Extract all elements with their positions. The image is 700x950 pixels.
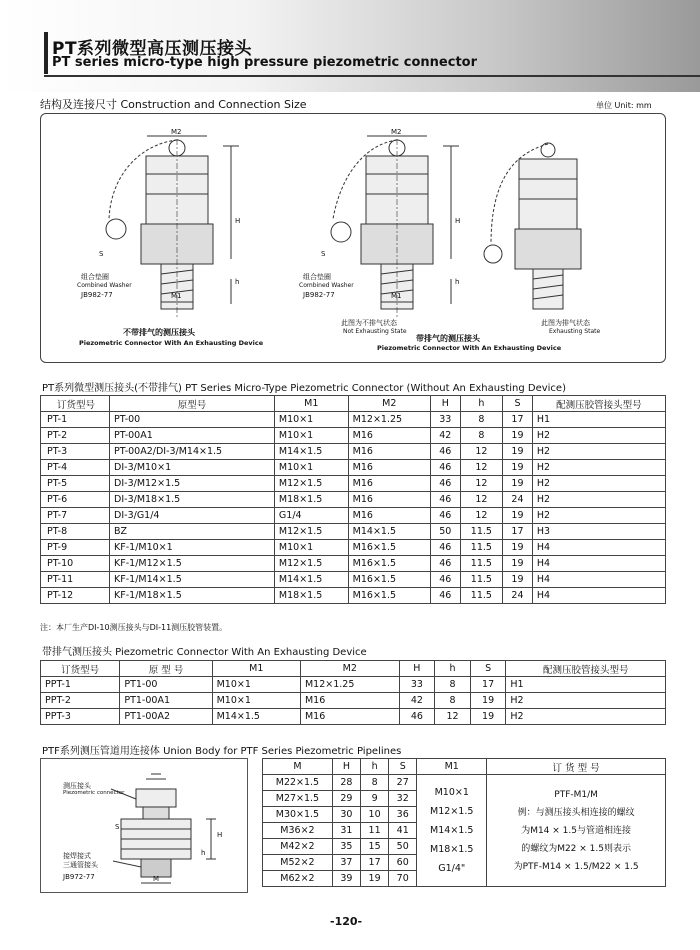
table-cell: 30 [332, 807, 360, 823]
t2-col-orig-model: 原 型 号 [120, 661, 212, 677]
table-cell: 8 [361, 775, 389, 791]
table-cell: PT-7 [41, 508, 110, 524]
table-cell: 46 [430, 460, 460, 476]
table-cell: 11.5 [460, 524, 502, 540]
t2-col-h: h [435, 661, 471, 677]
table-row [41, 444, 666, 460]
table-cell: 50 [430, 524, 460, 540]
table-cell: PT-1 [41, 412, 110, 428]
table-cell: 46 [430, 588, 460, 604]
table2-header-row [41, 661, 666, 677]
table-cell: 35 [332, 839, 360, 855]
table-cell: PT1-00A2 [120, 709, 212, 725]
exhaust-en: Exhausting State [549, 328, 601, 335]
table-cell: M16 [348, 492, 430, 508]
table-cell: 32 [389, 791, 417, 807]
table-cell: 10 [361, 807, 389, 823]
table-cell: 12 [460, 508, 502, 524]
s-label-2: S [321, 250, 326, 258]
table-cell: M10×1 [212, 677, 300, 693]
col-order-model: 订货型号 [41, 396, 110, 412]
table-cell: M16 [348, 508, 430, 524]
table-cell: 19 [503, 556, 533, 572]
m1-option: M10×1 [434, 787, 469, 798]
table-cell: 12 [435, 709, 471, 725]
m1-option: G1/4" [438, 863, 466, 874]
table-cell: PT-00A1 [110, 428, 275, 444]
washer-en-1: Combined Washer [77, 282, 132, 289]
table-cell: 41 [389, 823, 417, 839]
table-cell: 11 [361, 823, 389, 839]
table-row [41, 524, 666, 540]
table-cell: 19 [503, 428, 533, 444]
table1-note: 注：本厂生产DI-10测压接头与DI-11测压胶管装置。 [40, 623, 228, 632]
table-cell: 19 [470, 709, 506, 725]
table-cell: H2 [506, 709, 666, 725]
table-cell: M16 [348, 444, 430, 460]
col-m2: M2 [348, 396, 430, 412]
table-cell: M16 [300, 693, 399, 709]
table-cell: 19 [503, 476, 533, 492]
t2-col-m1: M1 [212, 661, 300, 677]
table-cell: KF-1/M12×1.5 [110, 556, 275, 572]
table-cell: 37 [332, 855, 360, 871]
table-row [263, 775, 666, 791]
table-cell: M10×1 [274, 412, 348, 428]
drawing-with-exhaust-open [484, 143, 581, 309]
table-cell: M10×1 [212, 693, 300, 709]
table-cell: BZ [110, 524, 275, 540]
table-cell: PT-2 [41, 428, 110, 444]
table-cell: PT-4 [41, 460, 110, 476]
table-cell: M52×2 [263, 855, 333, 871]
ptf-h-label: H [217, 831, 223, 839]
table-row [41, 709, 666, 725]
m1-option: M14×1.5 [430, 825, 474, 836]
table-row [41, 693, 666, 709]
ptf-connector-cn: 测压接头 [63, 782, 91, 790]
table-row [41, 428, 666, 444]
page-header [0, 0, 700, 92]
washer-en-2: Combined Washer [299, 282, 354, 289]
washer-cn-1: 组合垫圈 [81, 273, 109, 281]
s-label-1: S [99, 250, 104, 258]
table-cell: 46 [430, 492, 460, 508]
h-label-2: H [455, 217, 461, 225]
caption1-en: Piezometric Connector With An Exhausting Device [79, 339, 264, 347]
table-cell: 19 [503, 444, 533, 460]
t2-col-m2: M2 [300, 661, 399, 677]
table-cell: 11.5 [460, 572, 502, 588]
table-cell: 46 [430, 556, 460, 572]
t2-col-H: H [399, 661, 435, 677]
table-without-exhaust [40, 395, 666, 604]
m2-label-1: M2 [171, 128, 182, 136]
ptf-std: JB972-77 [63, 873, 95, 881]
table-cell: 15 [361, 839, 389, 855]
order-line: 为PTF-M14 × 1.5/M22 × 1.5 [513, 861, 639, 872]
table-cell: H2 [532, 476, 665, 492]
table-row [41, 572, 666, 588]
table-cell: 19 [503, 540, 533, 556]
table-cell: H2 [532, 508, 665, 524]
table-cell: PPT-1 [41, 677, 120, 693]
table-cell: H4 [532, 556, 665, 572]
t2-col-hose-model: 配测压胶管接头型号 [506, 661, 666, 677]
caption2-cn: 带排气的测压接头 [416, 334, 480, 343]
unit-label: 单位 Unit: mm [596, 101, 652, 110]
table-cell: M10×1 [274, 460, 348, 476]
table-cell: M30×1.5 [263, 807, 333, 823]
ptf-hl-label: h [201, 849, 206, 857]
table-cell: 17 [470, 677, 506, 693]
table-cell: M14×1.5 [212, 709, 300, 725]
table-cell: H1 [532, 412, 665, 428]
washer-cn-2: 组合垫圈 [303, 273, 331, 281]
header-rule [44, 75, 700, 77]
table-cell: M16 [348, 428, 430, 444]
table-cell: M18×1.5 [274, 588, 348, 604]
table-cell: 12 [460, 492, 502, 508]
table-cell: PT-00 [110, 412, 275, 428]
table-cell: H2 [532, 444, 665, 460]
table-cell: 60 [389, 855, 417, 871]
table-cell: 8 [435, 693, 471, 709]
table-cell: M12×1.25 [300, 677, 399, 693]
table-cell: PPT-2 [41, 693, 120, 709]
table-row [41, 508, 666, 524]
table-cell: 19 [470, 693, 506, 709]
page-title-en: PT series micro-type high pressure piezometric connector [52, 55, 478, 70]
page-title-cn: PT系列微型高压测压接头 [52, 39, 253, 59]
table-cell: M10×1 [274, 428, 348, 444]
table-row [41, 588, 666, 604]
std-label-1: JB982-77 [81, 291, 113, 299]
table-cell: H4 [532, 572, 665, 588]
table-cell: 39 [332, 871, 360, 887]
m1-label-2: M1 [391, 292, 402, 300]
col-s: S [503, 396, 533, 412]
table-cell: M62×2 [263, 871, 333, 887]
table-cell: 42 [399, 693, 435, 709]
table-cell: H2 [532, 460, 665, 476]
table-cell: KF-1/M18×1.5 [110, 588, 275, 604]
h-small-label-2: h [455, 278, 460, 286]
table-cell: G1/4 [274, 508, 348, 524]
table-cell: H3 [532, 524, 665, 540]
not-exhaust-en: Not Exhausting State [343, 328, 407, 335]
table-cell: 42 [430, 428, 460, 444]
table-row [41, 677, 666, 693]
t3-col-s: S [389, 759, 417, 775]
table-row [41, 492, 666, 508]
h-small-label-1: h [235, 278, 240, 286]
table-cell: PT-12 [41, 588, 110, 604]
table-cell: H2 [532, 428, 665, 444]
table-with-exhaust [40, 660, 666, 725]
table-cell: 8 [460, 412, 502, 428]
table-row [41, 556, 666, 572]
t3-col-m: M [263, 759, 333, 775]
table-cell: KF-1/M14×1.5 [110, 572, 275, 588]
table-cell: M42×2 [263, 839, 333, 855]
table-cell: M12×1.5 [274, 476, 348, 492]
table-cell: 27 [389, 775, 417, 791]
table3-header-row [263, 759, 666, 775]
ptf-tee-cn1: 接焊接式 [63, 852, 91, 860]
col-m1: M1 [274, 396, 348, 412]
table-cell: 11.5 [460, 556, 502, 572]
table-cell: 36 [389, 807, 417, 823]
table-cell: PT-9 [41, 540, 110, 556]
m1-option: M18×1.5 [430, 844, 474, 855]
col-orig-model: 原型号 [110, 396, 275, 412]
t3-col-order: 订 货 型 号 [487, 759, 666, 775]
table-cell: KF-1/M10×1 [110, 540, 275, 556]
table-cell: 11.5 [460, 540, 502, 556]
table-cell: M16×1.5 [348, 572, 430, 588]
ptf-m-label: M [153, 875, 160, 883]
table-cell: 46 [430, 572, 460, 588]
construction-figure [40, 113, 666, 363]
table-cell: PT-5 [41, 476, 110, 492]
table-cell: DI-3/M18×1.5 [110, 492, 275, 508]
table-cell: 8 [460, 428, 502, 444]
table-cell: PT-8 [41, 524, 110, 540]
table-cell: 46 [430, 540, 460, 556]
table-cell: M12×1.5 [274, 556, 348, 572]
order-line: 例：与测压接头相连接的螺纹 [517, 807, 635, 818]
table-cell: 24 [503, 492, 533, 508]
table-cell: 24 [503, 588, 533, 604]
table1-caption: PT系列微型测压接头(不带排气) PT Series Micro-Type Piezometric Connector (Without An Exhausting Device) [42, 383, 566, 394]
table-cell: 46 [430, 444, 460, 460]
table-cell: PT-00A2/DI-3/M14×1.5 [110, 444, 275, 460]
m1-options-cell [417, 775, 487, 887]
table-cell: M16×1.5 [348, 588, 430, 604]
table-cell: 46 [430, 476, 460, 492]
table-cell: 33 [430, 412, 460, 428]
table3-caption: PTF系列测压管道用连接体 Union Body for PTF Series Piezometric Pipelines [42, 746, 402, 757]
table-cell: M10×1 [274, 540, 348, 556]
m1-label-1: M1 [171, 292, 182, 300]
table-row [41, 412, 666, 428]
construction-title: 结构及连接尺寸 Construction and Connection Size [40, 98, 307, 111]
table-cell: 33 [399, 677, 435, 693]
table-cell: PT-11 [41, 572, 110, 588]
table-cell: M27×1.5 [263, 791, 333, 807]
table-cell: 46 [430, 508, 460, 524]
ptf-connector-en: Piezometric connector [63, 790, 125, 796]
table-cell: 28 [332, 775, 360, 791]
table-cell: M18×1.5 [274, 492, 348, 508]
table-cell: PT-10 [41, 556, 110, 572]
table-cell: 19 [503, 572, 533, 588]
t3-col-H: H [332, 759, 360, 775]
header-accent-bar [44, 32, 48, 74]
col-hose-model: 配测压胶管接头型号 [532, 396, 665, 412]
table-row [41, 460, 666, 476]
table-cell: 8 [435, 677, 471, 693]
t3-col-h: h [361, 759, 389, 775]
order-model-cell [487, 775, 666, 887]
table-cell: M16 [348, 476, 430, 492]
table-cell: PT-6 [41, 492, 110, 508]
order-line: 的螺纹为M22 × 1.5则表示 [521, 843, 631, 854]
t2-col-s: S [470, 661, 506, 677]
table-cell: H1 [506, 677, 666, 693]
table-cell: M14×1.5 [274, 572, 348, 588]
table-cell: 12 [460, 460, 502, 476]
table-row [41, 476, 666, 492]
table-cell: M16×1.5 [348, 540, 430, 556]
ptf-s-label: S [115, 823, 120, 831]
table-cell: M14×1.5 [274, 444, 348, 460]
ptf-tee-cn2: 三通管接头 [63, 861, 98, 869]
table-cell: 46 [399, 709, 435, 725]
table-cell: H4 [532, 540, 665, 556]
caption1-cn: 不带排气的测压接头 [123, 328, 195, 337]
page-number: -120- [330, 915, 363, 928]
col-h: h [460, 396, 502, 412]
table-cell: 31 [332, 823, 360, 839]
table-cell: 17 [361, 855, 389, 871]
table-row [41, 540, 666, 556]
table-cell: M22×1.5 [263, 775, 333, 791]
table-cell: M12×1.25 [348, 412, 430, 428]
table-cell: M12×1.5 [274, 524, 348, 540]
t2-col-order-model: 订货型号 [41, 661, 120, 677]
table-cell: DI-3/G1/4 [110, 508, 275, 524]
h-label-1: H [235, 217, 241, 225]
table-cell: M16×1.5 [348, 556, 430, 572]
table1-header-row [41, 396, 666, 412]
table-cell: 50 [389, 839, 417, 855]
table-cell: 70 [389, 871, 417, 887]
table-cell: H4 [532, 588, 665, 604]
col-H: H [430, 396, 460, 412]
table-cell: 17 [503, 412, 533, 428]
table-cell: DI-3/M10×1 [110, 460, 275, 476]
table-cell: H2 [506, 693, 666, 709]
table-cell: 11.5 [460, 588, 502, 604]
table-cell: 19 [503, 460, 533, 476]
table-cell: 17 [503, 524, 533, 540]
table-cell: 12 [460, 476, 502, 492]
table-cell: PT1-00 [120, 677, 212, 693]
exhaust-cn: 此图为排气状态 [541, 319, 590, 327]
union-body-figure [40, 758, 248, 893]
table-cell: 19 [503, 508, 533, 524]
m2-label-2: M2 [391, 128, 402, 136]
not-exhaust-cn: 此图为不排气状态 [341, 319, 397, 327]
table-cell: M14×1.5 [348, 524, 430, 540]
table-cell: M36×2 [263, 823, 333, 839]
caption2-en: Piezometric Connector With An Exhausting Device [377, 344, 562, 352]
table-cell: 12 [460, 444, 502, 460]
table-cell: 19 [361, 871, 389, 887]
table-cell: PT-3 [41, 444, 110, 460]
table-union-body [262, 758, 666, 887]
order-line: 为M14 × 1.5与管道相连接 [521, 825, 631, 836]
t3-col-m1: M1 [417, 759, 487, 775]
table-cell: 29 [332, 791, 360, 807]
table-cell: M16 [348, 460, 430, 476]
table2-caption: 带排气测压接头 Piezometric Connector With An Exhausting Device [42, 647, 367, 658]
m1-option: M12×1.5 [430, 806, 474, 817]
table-cell: PT1-00A1 [120, 693, 212, 709]
table-cell: M16 [300, 709, 399, 725]
table-cell: 9 [361, 791, 389, 807]
order-line: PTF-M1/M [554, 789, 598, 800]
table-cell: PPT-3 [41, 709, 120, 725]
table-cell: DI-3/M12×1.5 [110, 476, 275, 492]
table-cell: H2 [532, 492, 665, 508]
std-label-2: JB982-77 [303, 291, 335, 299]
